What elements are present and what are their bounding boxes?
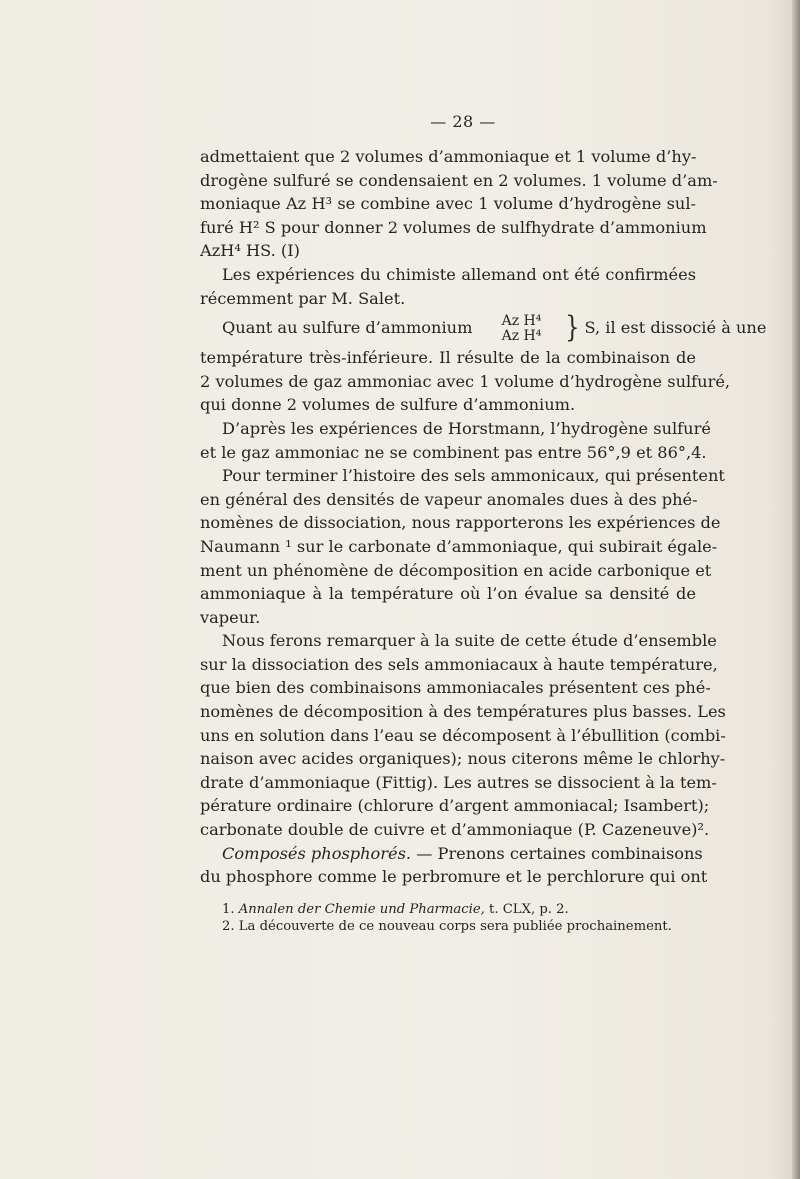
text-line: vapeur. bbox=[200, 607, 261, 627]
formula-fraction bbox=[480, 314, 542, 344]
text-line: récemment par M. Salet. bbox=[200, 288, 406, 308]
section-text: — Prenons certaines combinaisons bbox=[411, 843, 703, 863]
footnote: 2. La découverte de ce nouveau corps sera publiée prochainement. bbox=[222, 919, 672, 935]
text-line: naison avec acides organiques); nous citerons même le chlorhy- bbox=[200, 749, 726, 769]
brace-icon: } bbox=[565, 311, 580, 345]
text-line: Naumann ¹ sur le carbonate d’ammoniaque, qui subirait égale- bbox=[200, 536, 718, 556]
text-line: AzH⁴ HS. (I) bbox=[200, 241, 300, 261]
text-line: furé H² S pour donner 2 volumes de sulfhydrate d’ammonium bbox=[200, 217, 707, 237]
text-line: du phosphore comme le perbromure et le perchlorure qui ont bbox=[200, 867, 708, 887]
formula-text-before: Quant au sulfure d’ammonium bbox=[222, 318, 473, 338]
page-edge bbox=[792, 0, 800, 1179]
text-line: pérature ordinaire (chlorure d’argent ammoniacal; Isambert); bbox=[200, 796, 710, 816]
text-line: et le gaz ammoniac ne se combinent pas entre 56°,9 et 86°,4. bbox=[200, 442, 707, 462]
text-line: D’après les expériences de Horstmann, l’hydrogène sulfuré bbox=[222, 418, 711, 438]
page-body bbox=[200, 112, 767, 936]
text-line: drate d’ammoniaque (Fittig). Les autres se dissocient à la tem- bbox=[200, 772, 717, 792]
text-line: moniaque Az H³ se combine avec 1 volume d’hydrogène sul- bbox=[200, 194, 696, 214]
text-line: Pour terminer l’histoire des sels ammonicaux, qui présentent bbox=[222, 466, 725, 486]
footnote-title: Annalen der Chemie und Pharmacie, bbox=[238, 901, 485, 917]
text-line: drogène sulfuré se condensaient en 2 volumes. 1 volume d’am- bbox=[200, 170, 718, 190]
text-line: nomènes de dissociation, nous rapporterons les expériences de bbox=[200, 513, 721, 533]
text-line: sur la dissociation des sels ammoniacaux à haute température, bbox=[200, 654, 718, 674]
text-line: que bien des combinaisons ammoniacales présentent ces phé- bbox=[200, 678, 711, 698]
text-line: uns en solution dans l’eau se décomposent à l’ébullition (combi- bbox=[200, 725, 726, 745]
text-line: en général des densités de vapeur anomales dues à des phé- bbox=[200, 489, 698, 509]
text-line: nomènes de décomposition à des températures plus basses. Les bbox=[200, 702, 726, 722]
page-number: — 28 — bbox=[430, 112, 496, 131]
formula-text-after: S, il est dissocié à une bbox=[584, 318, 767, 338]
text-line: Nous ferons remarquer à la suite de cette étude d’ensemble bbox=[222, 631, 717, 651]
text-line: qui donne 2 volumes de sulfure d’ammonium. bbox=[200, 395, 576, 415]
formula-top: Az H⁴ bbox=[501, 312, 542, 329]
text-line: ment un phénomène de décomposition en acide carbonique et bbox=[200, 560, 712, 580]
section-title: Composés phosphorés. bbox=[222, 843, 412, 863]
text-line: carbonate double de cuivre et d’ammoniaque (P. Cazeneuve)². bbox=[200, 820, 710, 840]
footnote-ref: t. CLX, p. 2. bbox=[484, 901, 569, 917]
footnote bbox=[200, 901, 696, 919]
formula-bottom: Az H⁴ bbox=[501, 327, 542, 344]
text-line: température très-inférieure. Il résulte de la combinaison de bbox=[200, 348, 696, 368]
text-line: 2 volumes de gaz ammoniac avec 1 volume d’hydrogène sulfuré, bbox=[200, 371, 731, 391]
text-line bbox=[200, 842, 703, 866]
formula-line bbox=[200, 310, 767, 346]
text-line: Les expériences du chimiste allemand ont été confirmées bbox=[222, 264, 696, 284]
footnote-number: 1. bbox=[222, 901, 239, 917]
footnotes bbox=[200, 901, 696, 936]
text-line: ammoniaque à la température où l’on évalue sa densité de bbox=[200, 584, 696, 604]
text-line: admettaient que 2 volumes d’ammoniaque et 1 volume d’hy- bbox=[200, 147, 697, 166]
